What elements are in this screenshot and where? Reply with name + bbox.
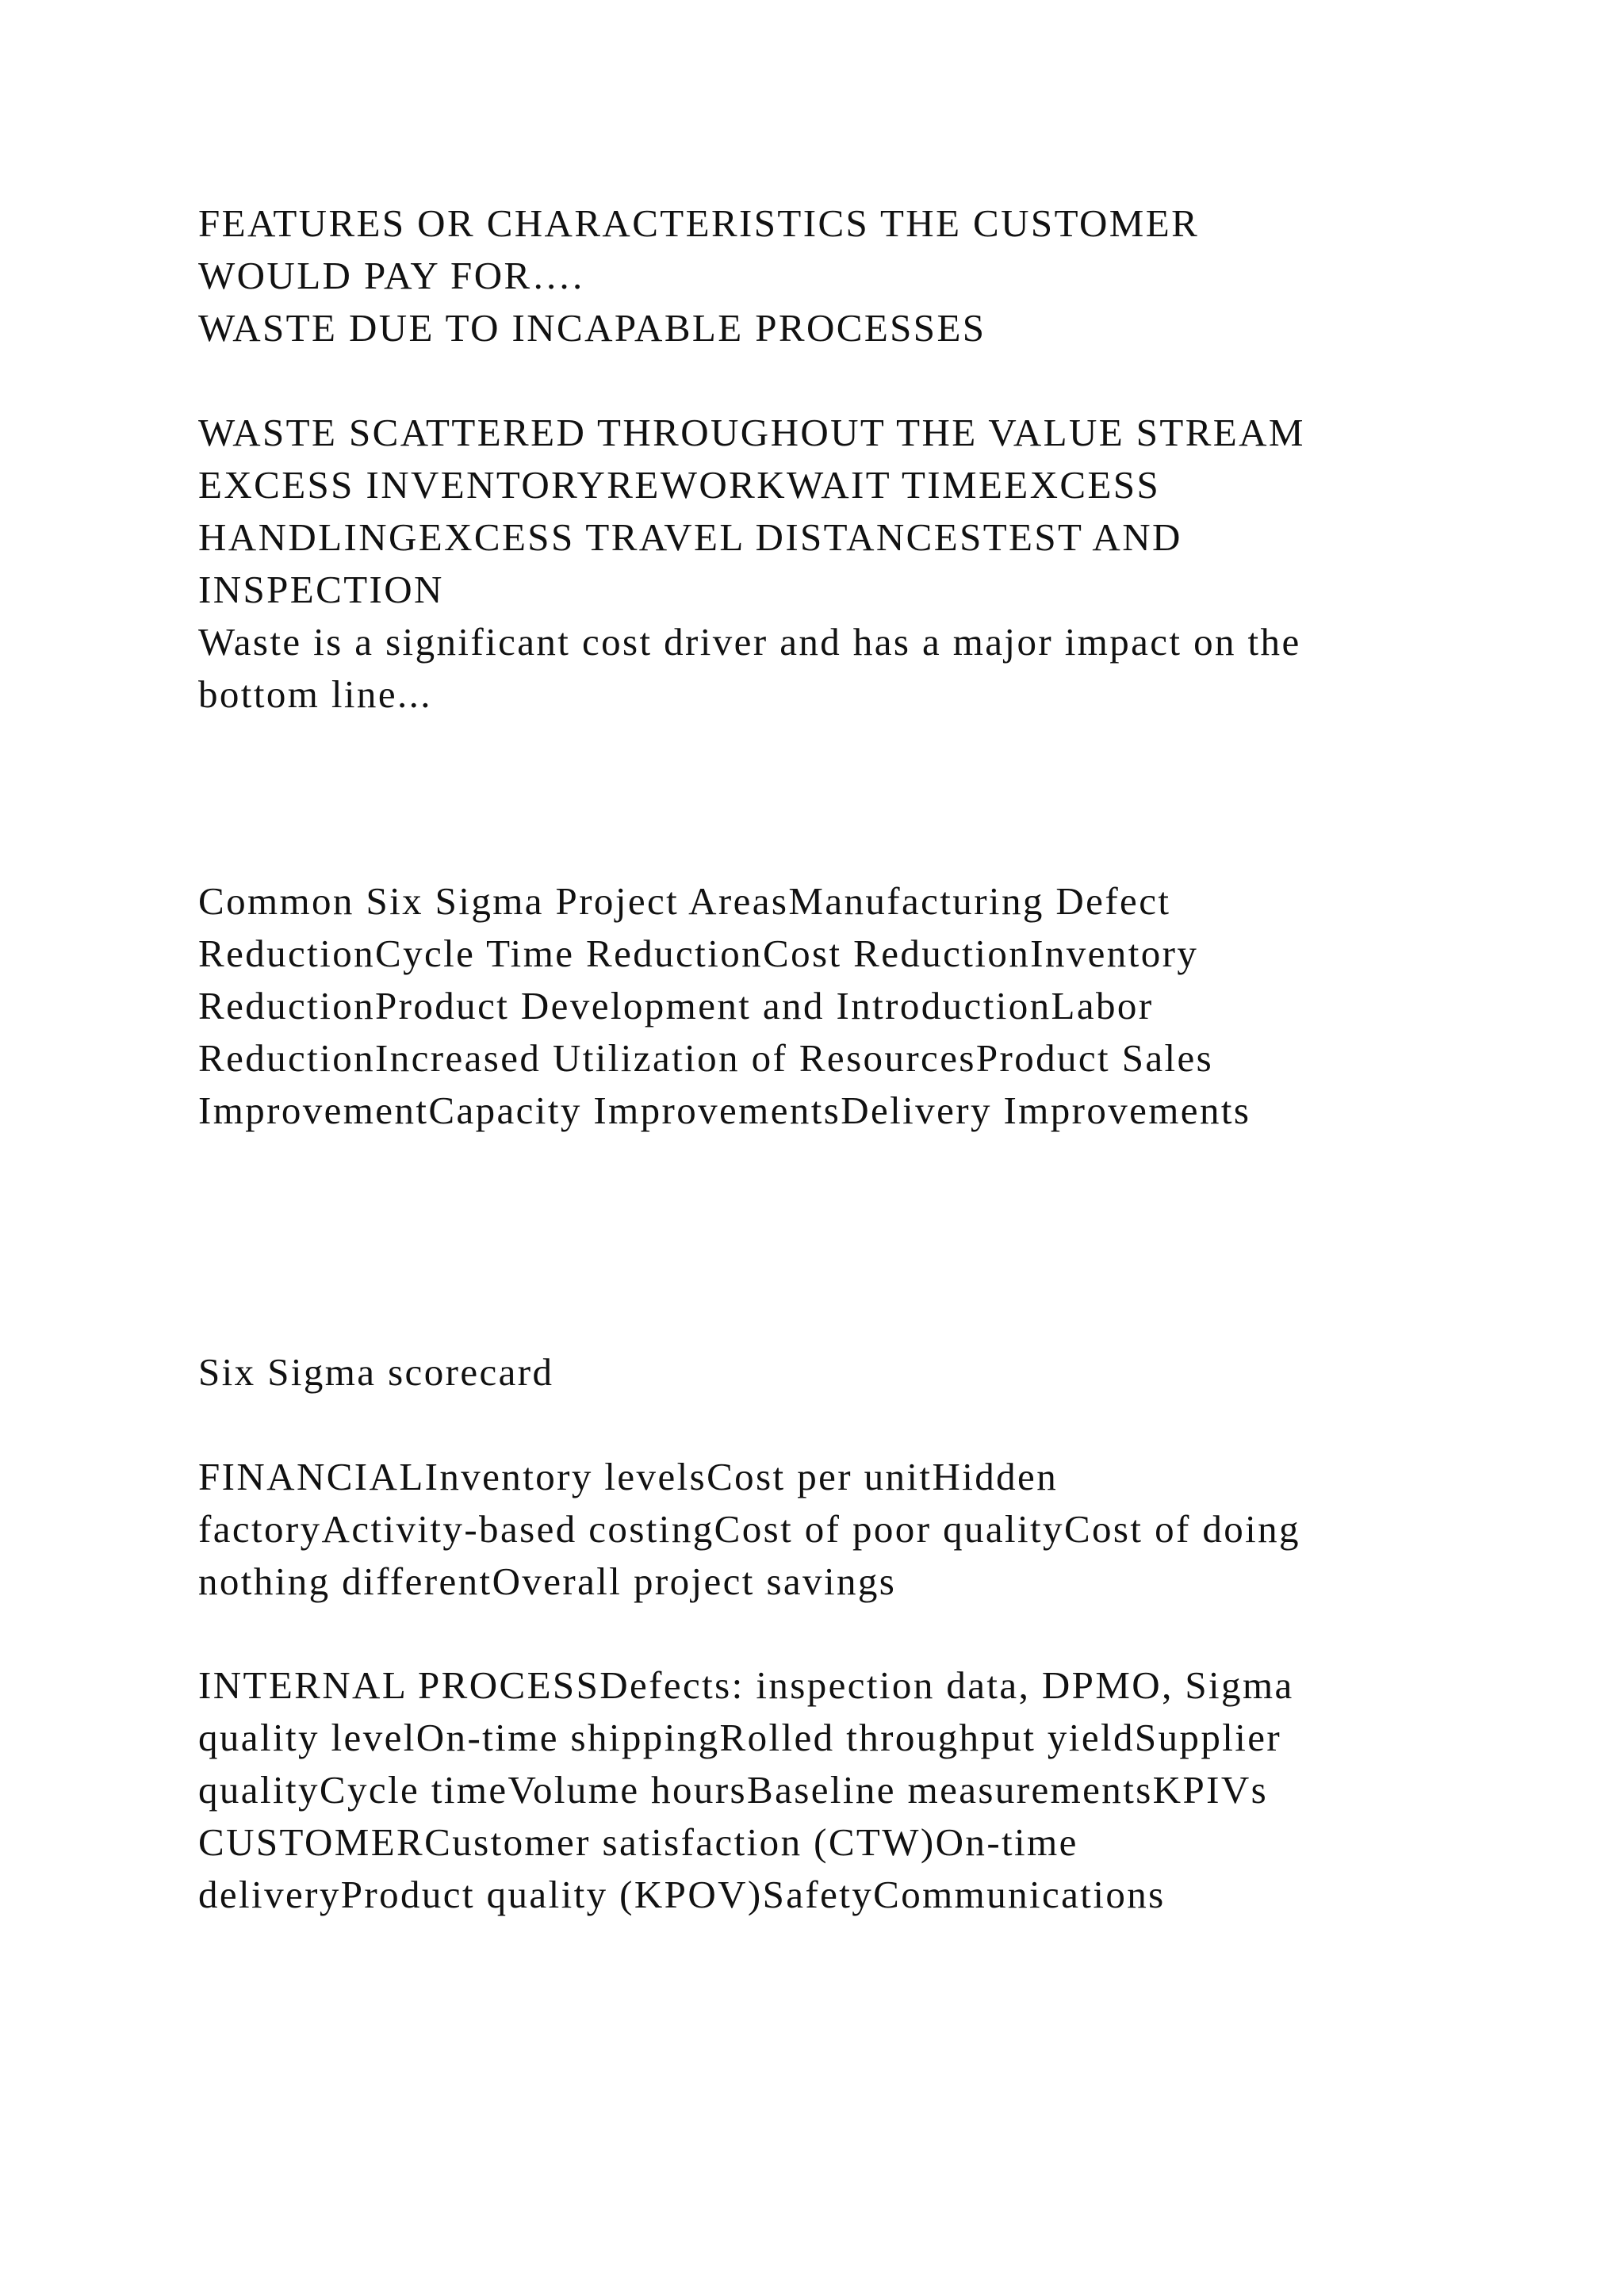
text-line: WASTE DUE TO INCAPABLE PROCESSES	[198, 306, 986, 350]
waste-paragraph	[198, 407, 1451, 721]
text-line: CUSTOMERCustomer satisfaction (CTW)On-time	[198, 1820, 1078, 1864]
text-line: bottom line...	[198, 672, 432, 716]
text-line: ReductionCycle Time ReductionCost ReductionInventory	[198, 932, 1199, 975]
text-line: deliveryProduct quality (KPOV)SafetyCommunications	[198, 1873, 1166, 1916]
text-line: INTERNAL PROCESSDefects: inspection data, DPMO, Sigma	[198, 1663, 1294, 1707]
text-line: Six Sigma scorecard	[198, 1350, 554, 1394]
financial-paragraph	[198, 1451, 1451, 1608]
internal-process-paragraph	[198, 1659, 1451, 1921]
text-line: FEATURES OR CHARACTERISTICS THE CUSTOMER	[198, 201, 1200, 245]
text-line: ReductionIncreased Utilization of ResourcesProduct Sales	[198, 1036, 1214, 1080]
text-line: ImprovementCapacity ImprovementsDelivery Improvements	[198, 1089, 1251, 1132]
project-areas-paragraph	[198, 875, 1451, 1137]
text-line: ReductionProduct Development and IntroductionLabor	[198, 984, 1154, 1027]
text-line: WASTE SCATTERED THROUGHOUT THE VALUE STREAM	[198, 411, 1305, 454]
text-line: WOULD PAY FOR….	[198, 254, 584, 297]
text-line: Common Six Sigma Project AreasManufacturing Defect	[198, 879, 1171, 923]
text-line: EXCESS INVENTORYREWORKWAIT TIMEEXCESS	[198, 463, 1161, 507]
intro-paragraph	[198, 197, 1451, 354]
text-line: Waste is a significant cost driver and has a major impact on the	[198, 620, 1301, 664]
text-line: quality levelOn-time shippingRolled throughput yieldSupplier	[198, 1716, 1282, 1759]
text-line: HANDLINGEXCESS TRAVEL DISTANCESTEST AND	[198, 515, 1182, 559]
text-line: nothing differentOverall project savings	[198, 1559, 897, 1603]
text-line: INSPECTION	[198, 568, 444, 611]
text-line: factoryActivity-based costingCost of poor qualityCost of doing	[198, 1507, 1300, 1551]
scorecard-title	[198, 1346, 1451, 1399]
text-line: FINANCIALInventory levelsCost per unitHidden	[198, 1455, 1059, 1498]
text-line: qualityCycle timeVolume hoursBaseline measurementsKPIVs	[198, 1768, 1269, 1812]
